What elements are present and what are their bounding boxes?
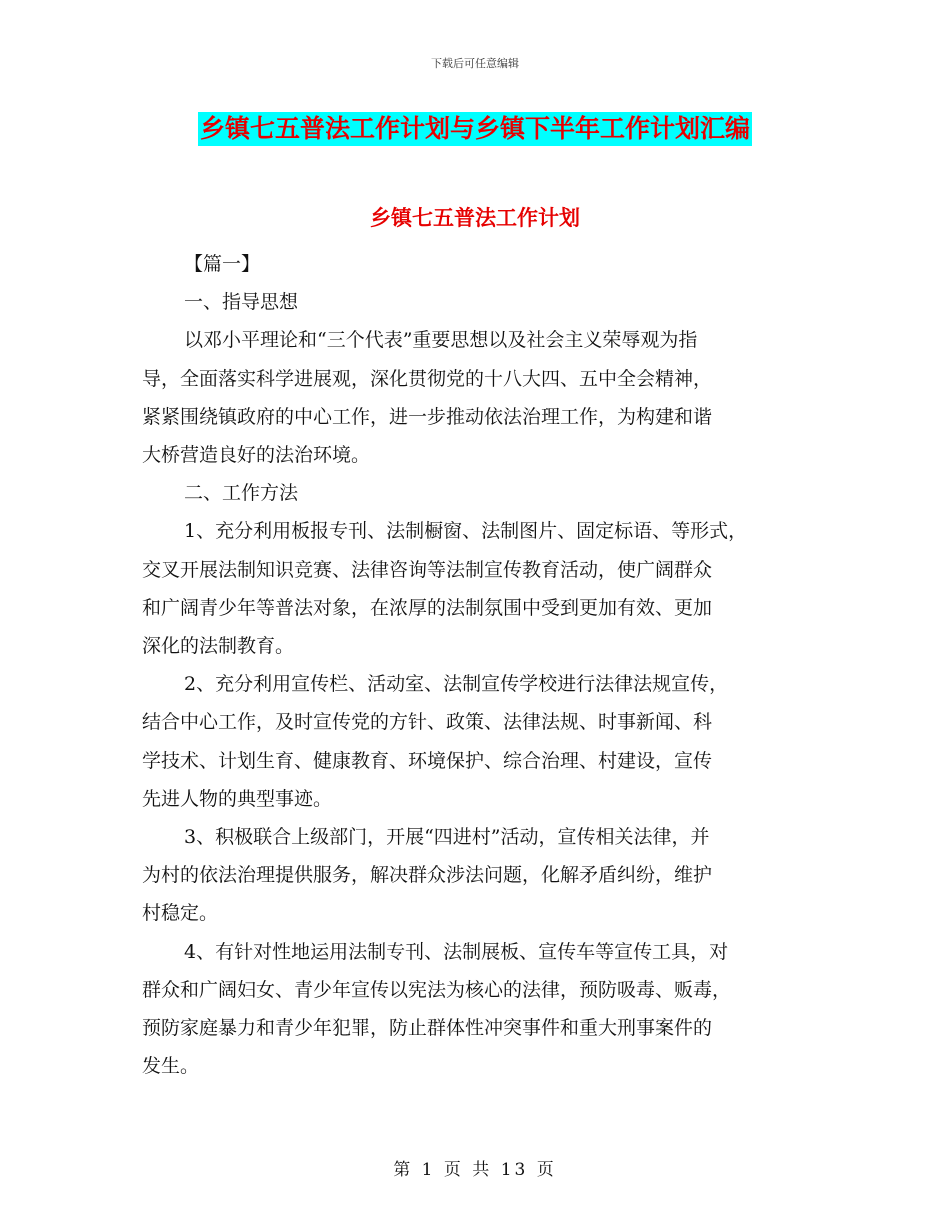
page-footer: 第 1 页 共 13 页 [393, 1160, 557, 1180]
main-title: 乡镇七五普法工作计划与乡镇下半年工作计划汇编 [198, 112, 752, 146]
text-line: 为村的依法治理提供服务，解决群众涉法问题，化解矛盾纠纷，维护 [142, 864, 713, 887]
paragraph-item-4 [142, 933, 810, 1086]
header-note: 下载后可任意编辑 [431, 57, 519, 70]
text-line: 先进人物的典型事迹。 [142, 787, 333, 810]
text-line: 1、充分利用板报专刊、法制橱窗、法制图片、固定标语、等形式， [184, 520, 748, 543]
paragraph-item-3 [142, 818, 810, 933]
text-line: 交叉开展法制知识竞赛、法律咨询等法制宣传教育活动，使广阔群众 [142, 558, 713, 581]
heading-guiding-ideology: 一、指导思想 [184, 291, 299, 314]
sub-title: 乡镇七五普法工作计划 [370, 206, 580, 230]
text-line: 大桥营造良好的法治环境。 [142, 444, 371, 467]
text-line: 紧紧围绕镇政府的中心工作，进一步推动依法治理工作，为构建和谐 [142, 405, 713, 428]
paragraph-item-1 [142, 512, 810, 665]
text-line: 村稳定。 [142, 902, 219, 925]
text-line: 导，全面落实科学进展观，深化贯彻党的十八大四、五中全会精神， [142, 367, 713, 390]
text-line: 发生。 [142, 1055, 200, 1078]
section-label: 【篇一】 [184, 253, 261, 275]
document-body [142, 245, 810, 1085]
text-line: 结合中心工作，及时宣传党的方针、政策、法律法规、时事新闻、科 [142, 711, 713, 734]
text-line: 2、充分利用宣传栏、活动室、法制宣传学校进行法律法规宣传， [184, 673, 729, 696]
text-line: 4、有针对性地运用法制专刊、法制展板、宣传车等宣传工具，对 [184, 940, 729, 963]
text-line: 学技术、计划生育、健康教育、环境保护、综合治理、村建设，宣传 [142, 749, 713, 772]
text-line: 以邓小平理论和“三个代表”重要思想以及社会主义荣辱观为指 [184, 329, 698, 352]
heading-work-methods: 二、工作方法 [184, 482, 299, 505]
text-line: 3、积极联合上级部门，开展“四进村”活动，宣传相关法律，并 [184, 826, 710, 849]
text-line: 群众和广阔妇女、青少年宣传以宪法为核心的法律，预防吸毒、贩毒， [142, 978, 732, 1001]
paragraph-guiding-ideology [142, 321, 810, 474]
main-title-wrap [0, 112, 950, 146]
text-line: 预防家庭暴力和青少年犯罪，防止群体性冲突事件和重大刑事案件的 [142, 1017, 713, 1040]
text-line: 和广阔青少年等普法对象，在浓厚的法制氛围中受到更加有效、更加 [142, 596, 713, 619]
paragraph-item-2 [142, 665, 810, 818]
text-line: 深化的法制教育。 [142, 635, 295, 658]
